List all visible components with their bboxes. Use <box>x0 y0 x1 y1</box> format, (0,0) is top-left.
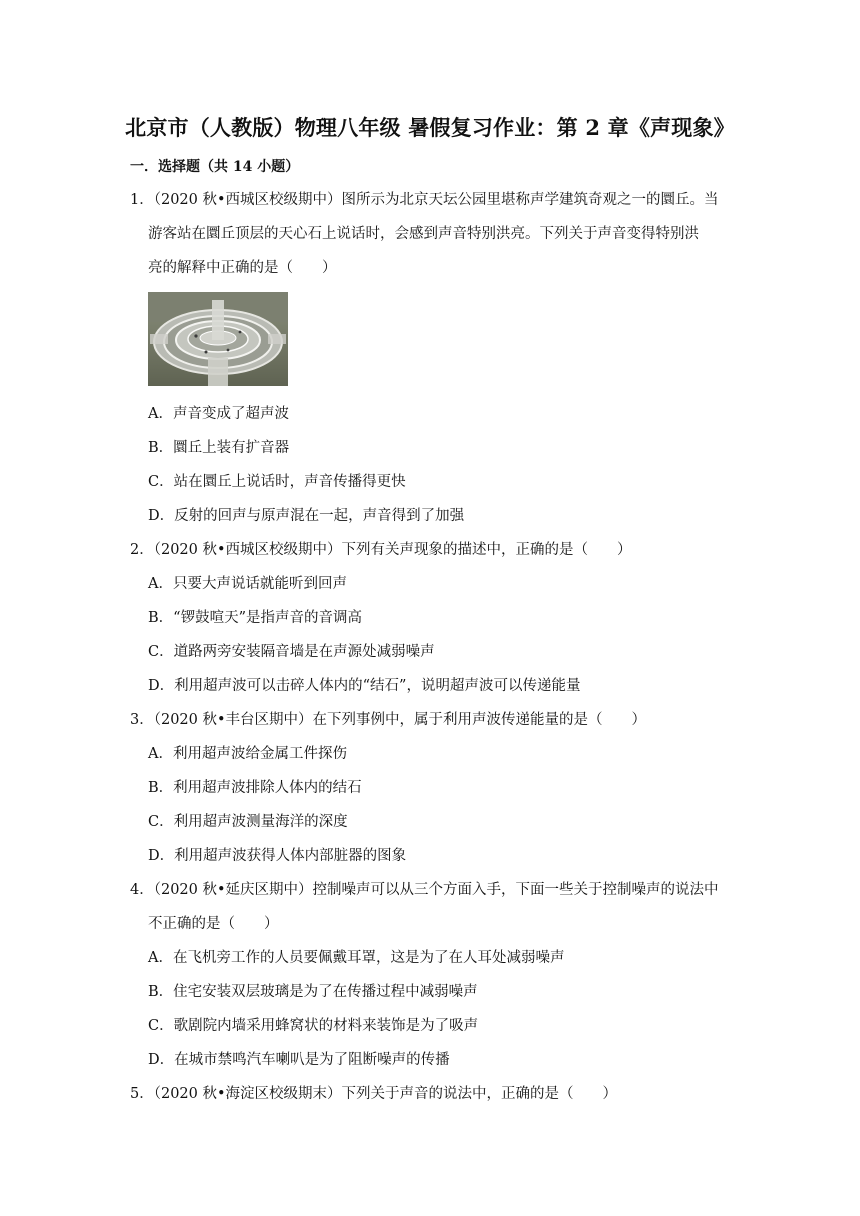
question-1-option-d: D．反射的回声与原声混在一起，声音得到了加强 <box>148 508 465 524</box>
question-1-option-a: A．声音变成了超声波 <box>148 406 289 422</box>
question-1-option-c: C．站在圜丘上说话时，声音传播得更快 <box>148 474 406 490</box>
document-title: 北京市（人教版）物理八年级 暑假复习作业：第 2 章《声现象》 <box>125 115 735 140</box>
question-5-line-1: 5．（2020 秋•海淀区校级期末）下列关于声音的说法中，正确的是（ ） <box>130 1086 618 1102</box>
question-4-option-b: B．住宅安装双层玻璃是为了在传播过程中减弱噪声 <box>148 984 478 1000</box>
question-2-option-a: A．只要大声说话就能听到回声 <box>148 576 347 592</box>
question-4-line-2: 不正确的是（ ） <box>148 916 279 932</box>
question-1-line-1: 1．（2020 秋•西城区校级期中）图所示为北京天坛公园里堪称声学建筑奇观之一的圜丘。当 <box>130 192 719 208</box>
section-heading: 一．选择题（共 14 小题） <box>130 159 300 175</box>
question-3-line-1: 3．（2020 秋•丰台区期中）在下列事例中，属于利用声波传递能量的是（ ） <box>130 712 647 728</box>
circular-mound-altar-photo <box>148 292 288 386</box>
question-2-option-d: D．利用超声波可以击碎人体内的“结石”，说明超声波可以传递能量 <box>148 678 581 694</box>
question-1-option-b: B．圜丘上装有扩音器 <box>148 440 290 456</box>
question-2-option-b: B．“锣鼓喧天”是指声音的音调高 <box>148 610 362 626</box>
question-3-option-b: B．利用超声波排除人体内的结石 <box>148 780 362 796</box>
question-1-line-3: 亮的解释中正确的是（ ） <box>148 260 337 276</box>
question-3-option-c: C．利用超声波测量海洋的深度 <box>148 814 348 830</box>
question-2-line-1: 2．（2020 秋•西城区校级期中）下列有关声现象的描述中，正确的是（ ） <box>130 542 632 558</box>
question-2-option-c: C．道路两旁安装隔音墙是在声源处减弱噪声 <box>148 644 435 660</box>
question-4-option-c: C．歌剧院内墙采用蜂窝状的材料来装饰是为了吸声 <box>148 1018 479 1034</box>
question-4-option-d: D．在城市禁鸣汽车喇叭是为了阻断噪声的传播 <box>148 1052 450 1068</box>
question-3-option-d: D．利用超声波获得人体内部脏器的图象 <box>148 848 407 864</box>
question-4-line-1: 4．（2020 秋•延庆区期中）控制噪声可以从三个方面入手，下面一些关于控制噪声的说法中 <box>130 882 719 898</box>
question-3-option-a: A．利用超声波给金属工件探伤 <box>148 746 347 762</box>
question-1-line-2: 游客站在圜丘顶层的天心石上说话时，会感到声音特别洪亮。下列关于声音变得特别洪 <box>148 226 699 242</box>
question-4-option-a: A．在飞机旁工作的人员要佩戴耳罩，这是为了在人耳处减弱噪声 <box>148 950 565 966</box>
